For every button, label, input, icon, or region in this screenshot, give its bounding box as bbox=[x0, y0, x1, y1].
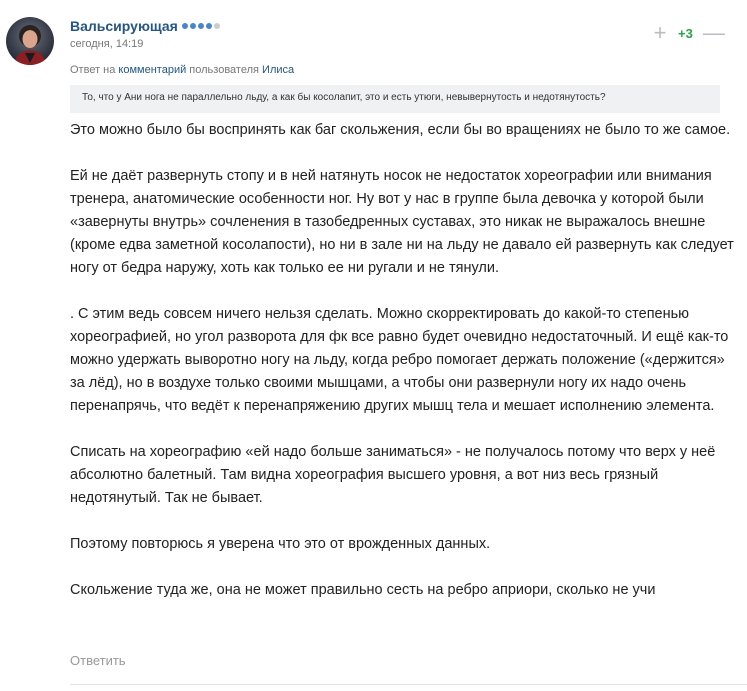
rank-dot bbox=[190, 23, 196, 29]
author-name[interactable] bbox=[70, 18, 220, 34]
comment-paragraph: Это можно было бы воспринять как баг скольжения, если бы во вращениях не было то же самое. bbox=[70, 122, 731, 138]
divider bbox=[70, 684, 747, 685]
rank-dot bbox=[214, 23, 220, 29]
reply-comment-link[interactable]: комментарий bbox=[118, 64, 187, 76]
comment-paragraph: . С этим ведь совсем ничего нельзя сделать. Можно скорректировать до какой-то степенью хореографией, но угол разворота для фк все равно будет очевидно недостаточный. И ещё как-то можно удержать выворотно ногу на льду, когда ребро помогает держать положение («держится» за лёд), но в воздухе только своими мышцами, а чтобы они развернули ногу их надо очень перенапрячь, что ведёт к перенапряжению других мышц тела и мешает исполнению элемента. bbox=[70, 306, 729, 414]
comment-time: сегодня, 14:19 bbox=[70, 38, 144, 50]
avatar[interactable] bbox=[6, 17, 54, 65]
plus-icon[interactable]: + bbox=[653, 20, 667, 45]
quoted-comment bbox=[70, 85, 720, 113]
user-rank-indicator bbox=[182, 23, 220, 29]
reply-context bbox=[70, 64, 294, 76]
reply-prefix: Ответ на bbox=[70, 64, 116, 76]
author-name-text[interactable]: Вальсирующая bbox=[70, 18, 178, 34]
comment-paragraph: Списать на хореографию «ей надо больше заниматься» - не получалось потому что верх у неё абсолютно балетный. Там видна хореография высшего уровня, а вот низ весь грязный недотянутый. Так не бывает. bbox=[70, 444, 716, 506]
comment-paragraph: Поэтому повторюсь я уверена что это от врожденных данных. bbox=[70, 536, 491, 552]
quoted-comment-text: То, что у Ани нога не параллельно льду, а как бы косолапит, это и есть утюги, невывернутость и недотянутость? bbox=[82, 92, 606, 103]
comment-paragraph: Ей не даёт развернуть стопу и в ней натянуть носок не недостаток хореографии или внимания тренера, анатомические особенности ног. Ну вот у нас в группе была девочка у которой были «завернуты внутрь» сочленения в тазобедренных суставах, это никак не выражалось внешне (кроме едва заметной косолапости), но ни в зале ни на льду не давало ей развернуть как следует ногу от бедра наружу, хоть как только ее ни ругали и не тянули. bbox=[70, 168, 734, 276]
minus-icon[interactable]: — bbox=[702, 20, 725, 45]
reply-user-link[interactable]: Илиса bbox=[262, 64, 295, 76]
reply-button[interactable]: Ответить bbox=[70, 653, 126, 668]
rank-dot bbox=[206, 23, 212, 29]
reply-middle: пользователя bbox=[189, 64, 259, 76]
rank-dot bbox=[198, 23, 204, 29]
comment-paragraph: Скольжение туда же, она не может правильно сесть на ребро априори, сколько не учи bbox=[70, 582, 656, 598]
rank-dot bbox=[182, 23, 188, 29]
comment-score: +3 bbox=[678, 25, 693, 41]
vote-controls bbox=[650, 22, 723, 44]
comment-body bbox=[70, 119, 738, 602]
